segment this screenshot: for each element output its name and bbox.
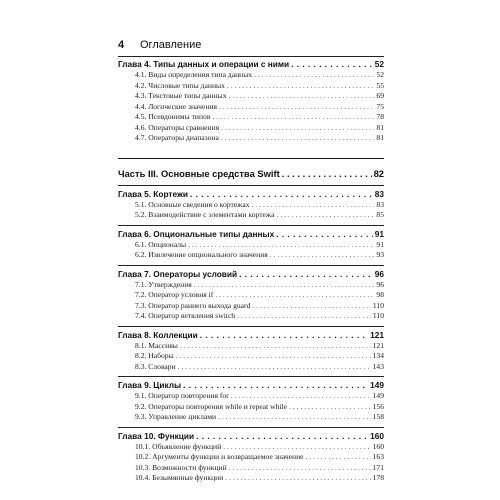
- dot-leader: [196, 430, 368, 442]
- toc-page-number: 134: [372, 351, 384, 360]
- dot-leader: [291, 58, 373, 70]
- toc-section-8-2[interactable]: [118, 351, 384, 362]
- toc-section-title: 4.7. Операторы диапазона: [135, 133, 219, 142]
- toc-page-number: 171: [372, 462, 384, 472]
- toc-page-number: 96: [374, 268, 384, 279]
- toc-chapter-title: Глава 10. Функции: [118, 430, 195, 441]
- toc-section-10-3[interactable]: [118, 463, 384, 474]
- dot-leader: [231, 391, 371, 402]
- dot-leader: [237, 311, 371, 322]
- toc-section-6-1[interactable]: [118, 240, 384, 251]
- toc-page-number: 83: [374, 188, 384, 199]
- toc-section-title: 10.2. Аргументы функции и возвращаемое значение: [135, 452, 304, 461]
- toc-section-title: 4.3. Текстовые типы данных: [135, 91, 227, 100]
- toc-page-number: 81: [376, 133, 384, 142]
- toc-section-8-3[interactable]: [118, 362, 384, 373]
- toc-page-number: 121: [370, 329, 384, 340]
- toc-section-5-2[interactable]: [118, 210, 384, 221]
- toc-page-number: 82: [373, 167, 384, 179]
- dot-leader: [215, 290, 374, 301]
- toc-page-number: 83: [376, 199, 384, 209]
- chapter-divider: [118, 185, 384, 186]
- running-header: [118, 36, 384, 57]
- toc-chapter-4[interactable]: [118, 58, 384, 70]
- toc-chapter-10[interactable]: [118, 430, 384, 442]
- toc-chapter-title: Глава 7. Операторы условий: [118, 268, 238, 279]
- toc-section-4-2[interactable]: [118, 81, 384, 92]
- part-divider: [118, 158, 384, 159]
- toc-section-title: 8.1. Массивы: [135, 340, 178, 350]
- toc-section-7-4[interactable]: [118, 311, 384, 322]
- toc-page-number: 160: [372, 441, 384, 451]
- dot-leader: [180, 341, 371, 352]
- toc-page-number: 178: [372, 473, 384, 482]
- toc-section-title: 4.4. Логические значения: [135, 101, 217, 111]
- dot-leader: [221, 133, 375, 144]
- dot-leader: [276, 228, 373, 240]
- dot-leader: [252, 200, 375, 211]
- dot-leader: [252, 301, 371, 312]
- toc-page-number: 143: [372, 361, 384, 371]
- toc-section-7-3[interactable]: [118, 301, 384, 312]
- chapter-divider: [118, 326, 384, 327]
- toc-page-number: 93: [376, 250, 384, 259]
- dot-leader: [176, 351, 371, 362]
- dot-leader: [229, 463, 371, 474]
- toc-section-7-2[interactable]: [118, 290, 384, 301]
- toc-section-8-1[interactable]: [118, 341, 384, 352]
- toc-section-title: 5.1. Основные сведения о кортежах: [135, 199, 250, 209]
- toc-section-9-3[interactable]: [118, 412, 384, 423]
- toc-page-number: 158: [372, 412, 384, 421]
- toc-page-number: 156: [372, 401, 384, 411]
- toc-page-number: 69: [376, 91, 384, 100]
- toc-section-title: 9.1. Оператор повторения for: [135, 391, 229, 400]
- running-header-title: Оглавление: [140, 39, 202, 51]
- dot-leader: [225, 473, 370, 484]
- chapter-divider: [118, 427, 384, 428]
- toc-part-title: Часть III. Основные средства Swift: [118, 167, 280, 179]
- toc-section-6-2[interactable]: [118, 250, 384, 261]
- dot-leader: [289, 402, 371, 413]
- toc-section-title: 9.2. Операторы повторения while и repeat while: [135, 401, 287, 411]
- toc-page-number: 160: [370, 430, 384, 441]
- toc-section-title: 5.2. Взаимодействие с элементами кортежа: [135, 210, 275, 219]
- spacer: [118, 144, 384, 154]
- toc-section-title: 8.3. Словари: [135, 361, 176, 371]
- dot-leader: [270, 250, 375, 261]
- page-number: 4: [118, 39, 125, 51]
- toc-section-4-7[interactable]: [118, 133, 384, 144]
- toc-chapter-title: Глава 8. Коллекции: [118, 329, 198, 340]
- toc-section-title: 4.5. Псевдонимы типов: [135, 112, 211, 121]
- toc-section-9-2[interactable]: [118, 402, 384, 413]
- toc-chapter-6[interactable]: [118, 228, 384, 240]
- toc-section-4-3[interactable]: [118, 91, 384, 102]
- dot-leader: [282, 167, 372, 181]
- dot-leader: [229, 91, 375, 102]
- toc-page-number: 75: [376, 101, 384, 111]
- dot-leader: [200, 329, 368, 341]
- dot-leader: [194, 280, 375, 291]
- toc-page-number: 149: [372, 391, 384, 400]
- toc-section-4-4[interactable]: [118, 102, 384, 113]
- dot-leader: [219, 102, 374, 113]
- dot-leader: [212, 112, 374, 123]
- toc-page-number: 91: [374, 228, 384, 239]
- dot-leader: [227, 81, 374, 92]
- toc-section-title: 8.2. Наборы: [135, 351, 174, 360]
- toc-section-5-1[interactable]: [118, 200, 384, 211]
- toc-section-title: 4.2. Числовые типы данных: [135, 80, 225, 90]
- toc-chapter-title: Глава 5. Кортежи: [118, 188, 188, 199]
- toc-chapter-title: Глава 6. Опциональные типы данных: [118, 228, 275, 239]
- toc-page-number: 149: [370, 380, 384, 390]
- toc-part-3[interactable]: [118, 167, 384, 181]
- toc-page-number: 78: [376, 112, 384, 121]
- toc-section-title: 10.1. Объявление функций: [135, 441, 222, 451]
- toc-page-number: 98: [376, 290, 384, 299]
- toc-chapter-title: Глава 4. Типы данных и операции с ними: [118, 59, 290, 69]
- toc-page-number: 52: [376, 70, 384, 79]
- toc-section-title: 9.3. Управление циклами: [135, 412, 217, 421]
- toc-section-title: 7.3. Оператор раннего выхода guard: [135, 300, 251, 310]
- toc-chapter-8[interactable]: [118, 329, 384, 341]
- toc-chapter-9[interactable]: [118, 379, 384, 391]
- dot-leader: [188, 240, 374, 251]
- dot-leader: [254, 70, 374, 81]
- dot-leader: [239, 268, 373, 280]
- toc-page-number: 81: [376, 122, 384, 132]
- toc-page-number: 163: [372, 452, 384, 461]
- toc-page-number: 96: [376, 279, 384, 289]
- toc-chapter-title: Глава 9. Циклы: [118, 380, 182, 390]
- dot-leader: [223, 442, 370, 453]
- toc-section-title: 10.3. Возможности функций: [135, 462, 227, 472]
- toc-page-number: 91: [376, 239, 384, 249]
- toc-section-title: 7.4. Оператор ветвления switch: [135, 311, 236, 320]
- toc-section-10-1[interactable]: [118, 442, 384, 453]
- toc-section-10-4[interactable]: [118, 473, 384, 484]
- toc-section-10-2[interactable]: [118, 452, 384, 463]
- toc-section-title: 7.1. Утверждения: [135, 279, 192, 289]
- table-of-contents: [118, 56, 384, 484]
- toc-page-number: 110: [372, 300, 384, 310]
- toc-section-title: 10.4. Безымянные функции: [135, 473, 224, 482]
- chapter-divider: [118, 225, 384, 226]
- dot-leader: [221, 123, 374, 134]
- toc-page-number: 52: [374, 59, 384, 69]
- toc-section-4-1[interactable]: [118, 70, 384, 81]
- toc-section-title: 4.6. Операторы сравнения: [135, 122, 220, 132]
- chapter-divider: [118, 265, 384, 266]
- toc-section-title: 4.1. Виды определения типа данных: [135, 70, 253, 79]
- dot-leader: [178, 362, 371, 373]
- toc-section-title: 7.2. Оператор условия if: [135, 290, 214, 299]
- toc-section-9-1[interactable]: [118, 391, 384, 402]
- toc-section-title: 6.2. Извлечение опционального значения: [135, 250, 268, 259]
- dot-leader: [218, 412, 370, 423]
- toc-page-number: 55: [376, 80, 384, 90]
- chapter-divider: [118, 376, 384, 377]
- toc-chapter-5[interactable]: [118, 188, 384, 200]
- toc-section-title: 6.1. Опционалы: [135, 239, 187, 249]
- dot-leader: [190, 188, 373, 200]
- dot-leader: [183, 379, 368, 391]
- toc-section-4-5[interactable]: [118, 112, 384, 123]
- toc-section-4-6[interactable]: [118, 123, 384, 134]
- dot-leader: [277, 210, 375, 221]
- toc-page-number: 85: [376, 210, 384, 219]
- toc-page-number: 121: [372, 340, 384, 350]
- toc-chapter-7[interactable]: [118, 268, 384, 280]
- dot-leader: [306, 452, 371, 463]
- toc-page-number: 110: [372, 311, 384, 320]
- toc-section-7-1[interactable]: [118, 280, 384, 291]
